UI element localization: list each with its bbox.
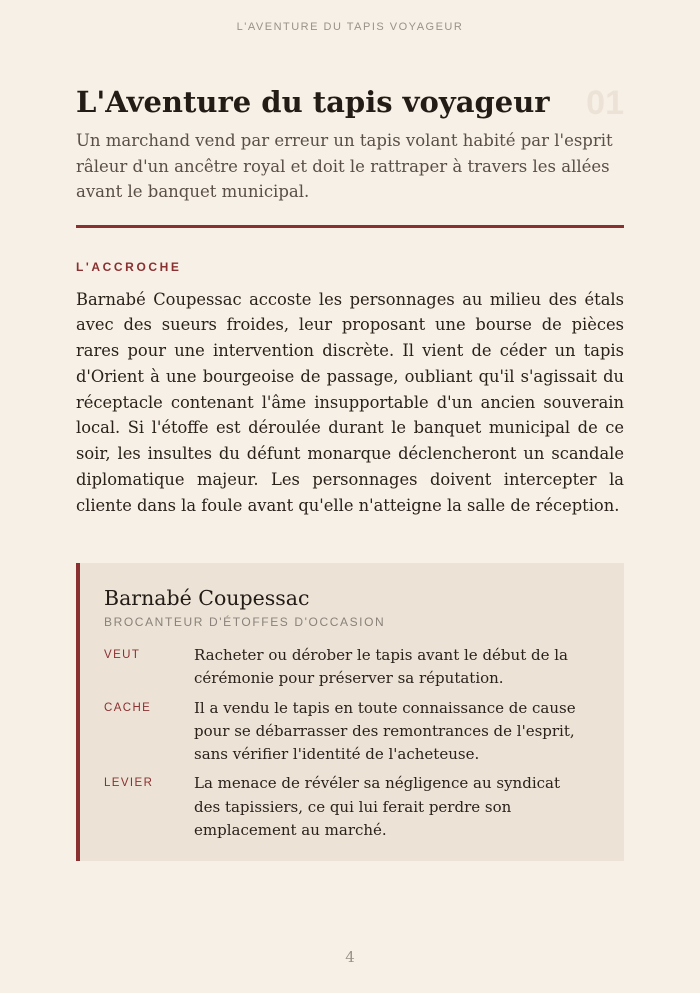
scenario-title: L'Aventure du tapis voyageur xyxy=(76,85,550,119)
scenario-subtitle: Un marchand vend par erreur un tapis volant habité par l'esprit râleur d'un ancêtre royal et doit le rattraper à travers les allées avant le banquet municipal. xyxy=(76,131,613,201)
npc-role: BROCANTEUR D'ÉTOFFES D'OCCASION xyxy=(104,615,386,629)
trait-label: LEVIER xyxy=(104,777,154,790)
hook-label: L'ACCROCHE xyxy=(76,259,182,274)
trait-text: Racheter ou dérober le tapis avant le début de la cérémonie pour préserver sa réputation. xyxy=(194,646,568,688)
hook-text: Barnabé Coupessac accoste les personnages au milieu des étals avec des sueurs froides, leur proposant une bourse de pièces rares pour une intervention discrète. Il vient de céder un tapis d'Orient à une bourgeoise de passage, oubliant qu'il s'agissait du réceptacle contenant l'âme insupportable d'un ancien souverain local. Si l'étoffe est déroulée durant le banquet municipal de ce soir, les insultes du défunt monarque déclencheront un scandale diplomatique majeur. Les personnages doivent intercepter la cliente dans la foule avant qu'elle n'atteigne la salle de réception. xyxy=(76,289,624,515)
npc-traits xyxy=(104,644,600,842)
trait-label: VEUT xyxy=(104,649,141,661)
trait-label: CACHE xyxy=(104,701,152,714)
scenario-number: 01 xyxy=(586,84,624,122)
npc-trait-hides xyxy=(104,697,600,767)
page-number: 4 xyxy=(345,948,355,966)
npc-name: Barnabé Coupessac xyxy=(104,586,310,610)
title-row xyxy=(76,82,624,122)
scenario-section xyxy=(76,82,624,519)
running-header: L'AVENTURE DU TAPIS VOYAGEUR xyxy=(236,21,464,33)
section-divider xyxy=(76,225,624,228)
trait-text: La menace de révéler sa négligence au syndicat des tapissiers, ce qui lui ferait perdre son emplacement au marché. xyxy=(194,774,560,840)
trait-text: Il a vendu le tapis en toute connaissance de cause pour se débarrasser des remontrances de l'esprit, sans vérifier l'identité de l'acheteuse. xyxy=(194,698,576,764)
npc-trait-leverage xyxy=(104,772,600,842)
npc-trait-wants xyxy=(104,644,600,691)
npc-card xyxy=(76,563,624,861)
